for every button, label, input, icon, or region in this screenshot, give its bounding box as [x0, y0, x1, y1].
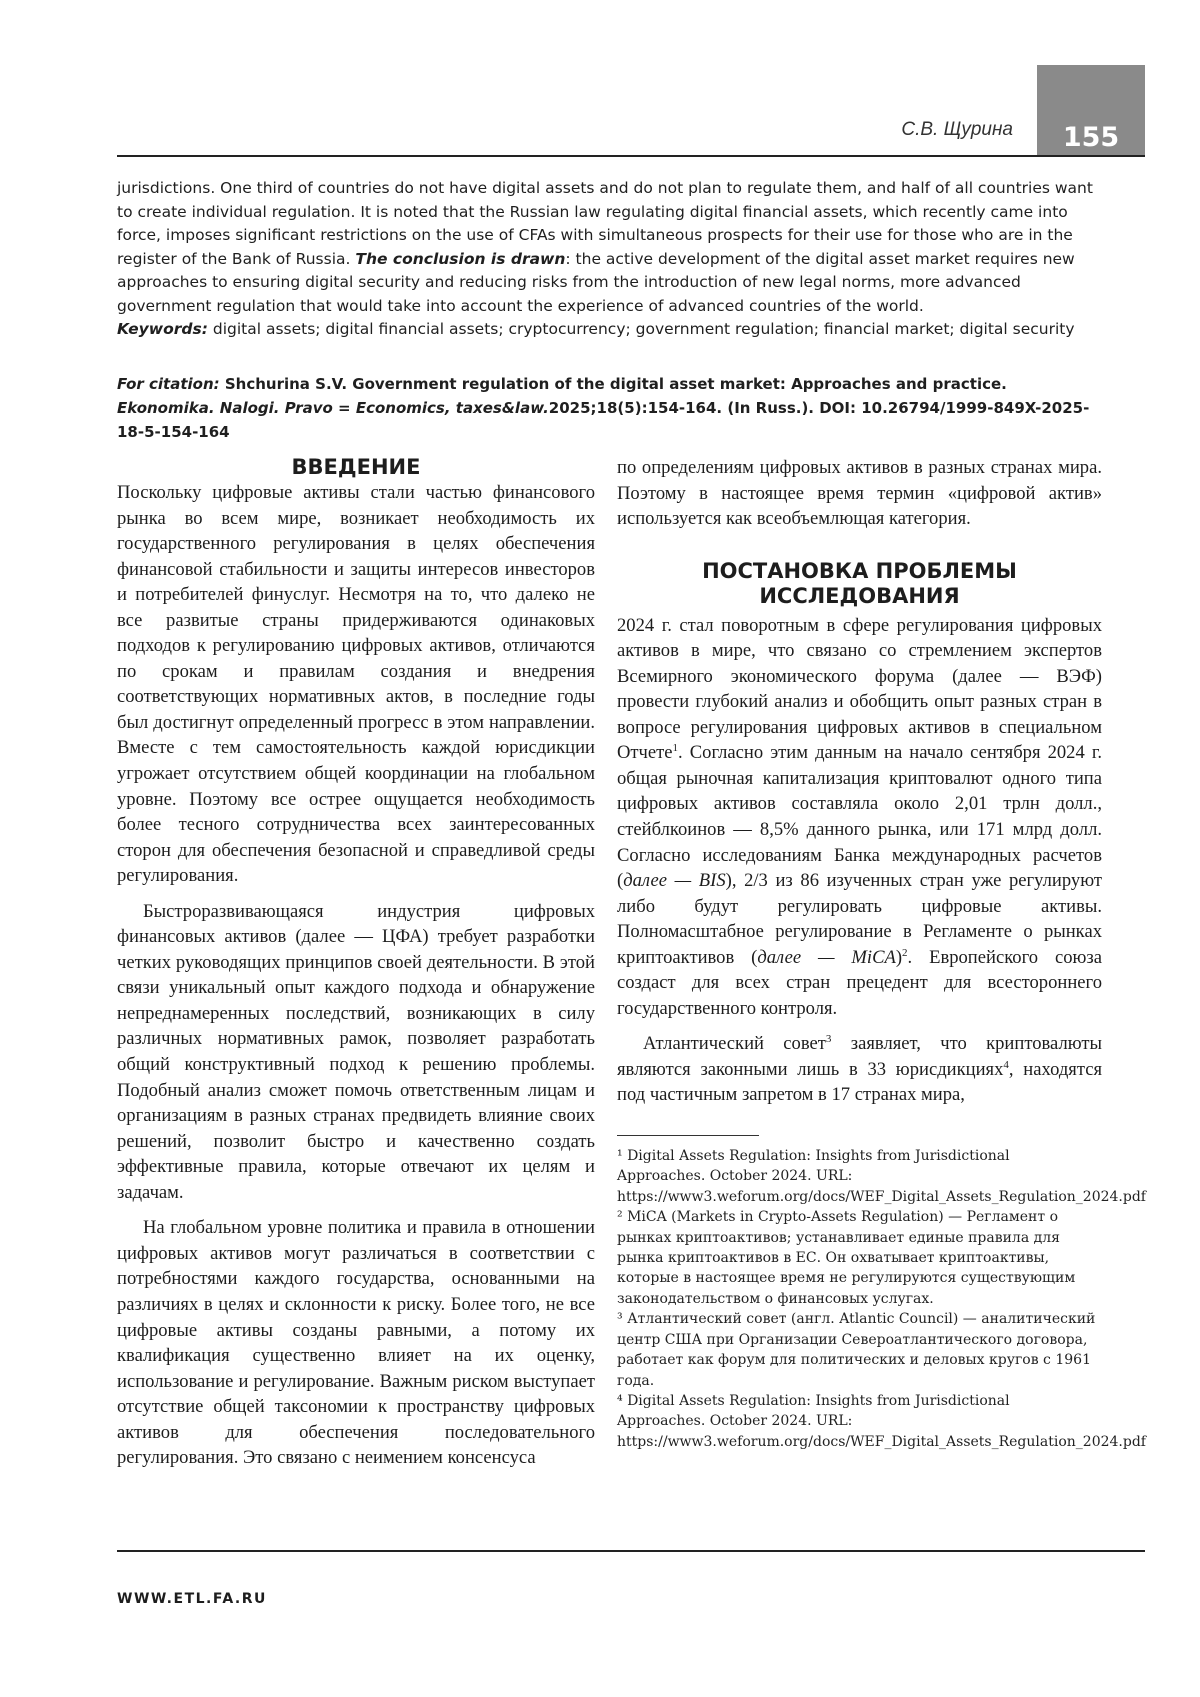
text-run: заявляет, что криптовалюты являются законными лишь в 33 юрисдикциях: [617, 1033, 1102, 1080]
section-heading-introduction: ВВЕДЕНИЕ: [291, 455, 421, 479]
text-run: Атлантический совет: [643, 1033, 826, 1055]
citation-journal: Ekonomika. Nalogi. Pravo = Economics, taxes&law.: [117, 399, 549, 417]
citation-label: For citation:: [117, 375, 220, 393]
footnote-divider: [617, 1135, 759, 1136]
heading-line: ПОСТАНОВКА ПРОБЛЕМЫ: [702, 558, 1017, 583]
footnote: ² MiCA (Markets in Crypto-Assets Regulation) — Регламент о рынках криптоактивов; устанавливает единые правила для рынка криптоактивов в ЕС. Он охватывает криптоактивы, которые в настоящее время не регулируются существующим законодательством о финансовых услугах.: [617, 1209, 1076, 1307]
text-run: . Согласно этим данным на начало сентября 2024 г. общая рыночная капитализация криптовалют одного типа цифровых активов составляла около 2,01 трлн долл., стейблкоинов — 8,5% данного рынка, или 171 млрд долл. Согласно исследованиям Банка международных расчетов (: [617, 742, 1102, 892]
text-run: ), 2/3 из 86 изученных стран уже регулируют либо будут регулировать цифровые активы. Полномасштабное регулирование в Регламенте о рынках криптоактивов (: [617, 870, 1102, 968]
text-run: , находятся под частичным запретом в 17 странах мира,: [617, 1058, 1102, 1106]
paragraph: На глобальном уровне политика и правила в отношении цифровых активов могут различаться в соответствии с потребностями каждого государства, основанными на различиях в целях и склонности к риску. Более того, не все цифровые активы созданы равными, а потому их квалификация существенно влияет на их оценку, использование и регулирование. Важным риском выступает отсутствие общей таксономии к пространству цифровых активов для обеспечения последовательного регулирования. Это связано с неимением консенсуса: [117, 1217, 595, 1469]
citation-authors-title: Shchurina S.V. Government regulation of the digital asset market: Approaches and practice.: [219, 375, 1007, 393]
text-run: ): [895, 946, 903, 968]
paragraph: по определениям цифровых активов в разных странах мира. Поэтому в настоящее время термин «цифровой актив» используется как всеобъемлющая категория.: [617, 457, 1102, 530]
footnote-ref: 1: [672, 742, 679, 755]
footnote: ¹ Digital Assets Regulation: Insights from Jurisdictional Approaches. October 2024. URL: https://www3.weforum.org/docs/WEF_Digital_Assets_Regulation_2024.pdf: [617, 1148, 1146, 1205]
abstract: [117, 177, 1099, 342]
text-run: далее — BIS: [623, 870, 726, 892]
running-head-author: С.В. Щурина: [901, 119, 1013, 140]
paragraph: [617, 613, 1102, 1022]
citation: [117, 372, 1107, 444]
paragraph: Поскольку цифровые активы стали частью финансового рынка во всем мире, возникает необходимость их государственного регулирования в целях обеспечения финансовой стабильности и защиты интересов инвесторов и потребителей финуслуг. Несмотря на то, что далеко не все развитые страны придерживаются одинаковых подходов к регулированию цифровых активов, отличаются по срокам и правилам создания и внедрения соответствующих нормативных актов, в последние годы был достигнут определенный прогресс в этом направлении. Вместе с тем самостоятельность каждой юрисдикции угрожает отсутствием общей координации на глобальном уровне. Поэтому все острее ощущается необходимость более тесного сотрудничества всех заинтересованных сторон для обеспечения безопасной и справедливой среды регулирования.: [117, 482, 595, 887]
abstract-text: [117, 177, 1099, 318]
footnote-ref: 4: [1003, 1058, 1009, 1071]
header-divider: [117, 155, 1145, 157]
paragraph: Быстроразвивающаяся индустрия цифровых финансовых активов (далее — ЦФА) требует разработки четких руководящих принципов своей деятельности. В этой связи уникальный опыт каждого подхода и обнаружение непреднамеренных последствий, возникающих в силу различных нормативных рамок, позволяет разработать общий конструктивный подход к решению проблемы. Подобный анализ сможет помочь ответственным лицам и организациям в разных странах предвидеть влияние своих решений, позволит быстро и качественно создать эффективные правила, которые отвечают их целям и задачам.: [117, 900, 595, 1203]
text-run: . Европейского союза создаст для всех стран прецедент для всестороннего государственного контроля.: [617, 946, 1102, 1019]
page-number: 155: [1037, 65, 1145, 155]
footer-divider: [117, 1550, 1145, 1552]
keywords-label: Keywords:: [117, 320, 208, 338]
keywords-text: digital assets; digital financial assets; cryptocurrency; government regulation; financial market; digital security: [207, 320, 1075, 338]
conclusion-text: : the active development of the digital asset market requires new approaches to ensuring digital security and reducing risks from the introduction of new legal norms, more advanced government regulation that would take into account the experience of advanced countries of the world.: [117, 249, 1075, 315]
text-run: далее — MiCA: [757, 946, 896, 968]
keywords: [117, 318, 1099, 342]
text-run: 2024 г. стал поворотным в сфере регулирования цифровых активов в мире, что связано со стремлением экспертов Всемирного экономического форума (далее — ВЭФ) провести глубокий анализ и обобщить опыт разных стран в вопросе регулирования цифровых активов в специальном Отчете: [617, 614, 1102, 764]
right-column: [617, 455, 1146, 1452]
conclusion-label: The conclusion is drawn: [355, 249, 566, 268]
footnote-ref: 2: [902, 946, 908, 959]
footnote: ⁴ Digital Assets Regulation: Insights from Jurisdictional Approaches. October 2024. URL: https://www3.weforum.org/docs/WEF_Digital_Assets_Regulation_2024.pdf: [617, 1392, 1146, 1450]
citation-details: 2025;18(5):154-164. (In Russ.). DOI: 10.26794/1999-849X-2025-18-5-154-164: [117, 399, 1090, 441]
heading-line: ИССЛЕДОВАНИЯ: [759, 583, 960, 608]
footnote-ref: 3: [825, 1033, 832, 1046]
footer-website: WWW.ETL.FA.RU: [117, 1591, 267, 1607]
paragraph: [617, 1031, 1102, 1108]
footnotes: [617, 1146, 1146, 1452]
footnote: ³ Атлантический совет (англ. Atlantic Council) — аналитический центр США при Организации Североатлантического договора, работает как форум для политических и деловых кругов с 1961 года.: [617, 1311, 1096, 1389]
left-column: [117, 455, 595, 1471]
section-heading-problem: [617, 559, 1102, 609]
abstract-body: jurisdictions. One third of countries do not have digital assets and do not plan to regulate them, and half of all countries want to create individual regulation. It is noted that the Russian law regulating digital financial assets, which recently came into force, imposes significant restrictions on the use of CFAs with simultaneous prospects for their use for those who are in the register of the Bank of Russia.: [117, 179, 1093, 268]
